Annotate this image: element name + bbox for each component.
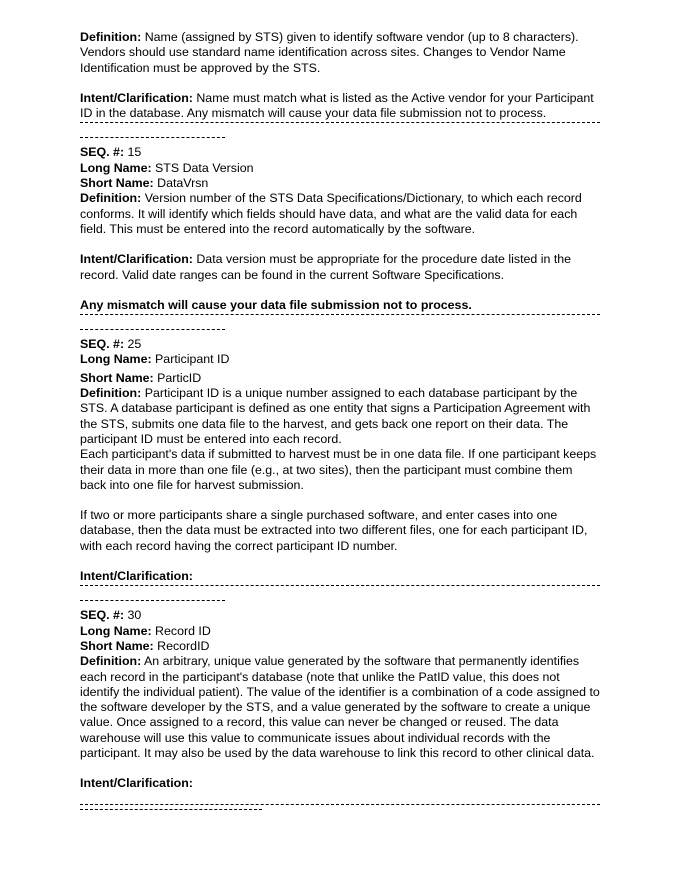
separator-line [80, 600, 225, 601]
definition-paragraph [80, 654, 600, 761]
seq-line [80, 337, 600, 352]
entry-seq-15 [80, 145, 600, 313]
intent-label: Intent/Clarification: [80, 776, 193, 791]
separator-line [80, 585, 600, 586]
seq-label: SEQ. #: [80, 337, 125, 352]
separator-line [80, 314, 600, 315]
intent-label: Intent/Clarification: [80, 569, 193, 584]
separator-line [80, 122, 600, 123]
short-name-value: DataVrsn [157, 176, 209, 191]
intent-paragraph [80, 252, 600, 283]
definition-paragraph [80, 30, 600, 76]
seq-value: 25 [127, 337, 142, 352]
short-name-line [80, 639, 600, 654]
seq-line [80, 145, 600, 160]
seq-label: SEQ. #: [80, 145, 125, 160]
separator-line [80, 137, 225, 138]
definition-paragraph-3: If two or more participants share a single purchased software, and enter cases into one database, then the data must be extracted into two different files, one for each participant ID, with each record having the correct participant ID number. [80, 508, 588, 553]
long-name-label: Long Name: [80, 160, 152, 175]
short-name-line [80, 371, 600, 386]
definition-paragraph-2: Each participant's data if submitted to harvest must be in one data file. If one participant keeps their data in more than one file (e.g., at two sites), then the participant must combine them back into one file for harvest submission. [80, 447, 597, 492]
separator-line [80, 804, 600, 805]
long-name-value: Participant ID [155, 352, 230, 367]
intent-paragraph [80, 776, 600, 791]
definition-label: Definition: [80, 30, 142, 44]
separator [80, 122, 600, 138]
definition-label: Definition: [80, 386, 142, 401]
separator [80, 314, 600, 330]
mismatch-note-text: Any mismatch will cause your data file submission not to process. [80, 297, 472, 312]
long-name-value: STS Data Version [155, 160, 254, 175]
intent-label: Intent/Clarification: [80, 252, 193, 267]
intent-label: Intent/Clarification: [80, 90, 193, 105]
definition-text: Name (assigned by STS) given to identify software vendor (up to 8 characters). Vendors should use standard name identification across sites. Changes to Vendor Name Identification must be approved by the STS. [80, 30, 579, 75]
entry-seq-30 [80, 608, 600, 791]
short-name-line [80, 176, 600, 191]
separator [80, 585, 600, 601]
definition-text: Participant ID is a unique number assigned to each database participant by the STS. A database participant is defined as one entity that signs a Participation Agreement with the STS, submits one data file to the harvest, and gets back one report on their data. The participant ID must be entered into each record. [80, 386, 591, 446]
long-name-label: Long Name: [80, 623, 152, 638]
mismatch-note [80, 298, 600, 313]
definition-label: Definition: [80, 654, 142, 669]
seq-label: SEQ. #: [80, 608, 125, 623]
seq-value: 15 [127, 145, 142, 160]
separator-line [80, 329, 225, 330]
intent-paragraph [80, 569, 600, 584]
definition-paragraph [80, 386, 600, 447]
short-name-value: ParticID [157, 370, 202, 385]
page-content [80, 30, 600, 810]
short-name-value: RecordID [157, 638, 210, 653]
long-name-label: Long Name: [80, 352, 152, 367]
long-name-line [80, 352, 600, 367]
entry-vendor-name [80, 30, 600, 121]
definition-text: An arbitrary, unique value generated by the software that permanently identifies each record in the participant's database (note that unlike the PatID value, this does not identify the individual patient). The value of the identifier is a combination of a code assigned to the software developer by the STS, and a value generated by the software to create a unique value. Once assigned to a record, this value can never be changed or reused. The data warehouse will use this value to communicate issues about individual records with the participant. It may also be used by the data warehouse to link this record to other clinical data. [80, 654, 600, 760]
definition-text: Version number of the STS Data Specifications/Dictionary, to which each record conforms. It will identify which fields should have data, and what are the valid data for each field. This must be entered into the record automatically by the software. [80, 191, 582, 236]
long-name-line [80, 624, 600, 639]
definition-label: Definition: [80, 191, 142, 206]
short-name-label: Short Name: [80, 370, 154, 385]
seq-value: 30 [127, 608, 142, 623]
separator [80, 804, 600, 810]
short-name-label: Short Name: [80, 176, 154, 191]
intent-paragraph [80, 91, 600, 122]
intent-text: Name must match what is listed as the Active vendor for your Participant ID in the database. Any mismatch will cause your data file submission not to process. [80, 90, 594, 121]
long-name-value: Record ID [155, 623, 211, 638]
separator-line [80, 809, 262, 810]
entry-seq-25 [80, 337, 600, 584]
long-name-line [80, 161, 600, 176]
short-name-label: Short Name: [80, 638, 154, 653]
intent-text: Data version must be appropriate for the procedure date listed in the record. Valid date ranges can be found in the current Software Specifications. [80, 252, 572, 282]
seq-line [80, 608, 600, 623]
definition-paragraph [80, 191, 600, 237]
